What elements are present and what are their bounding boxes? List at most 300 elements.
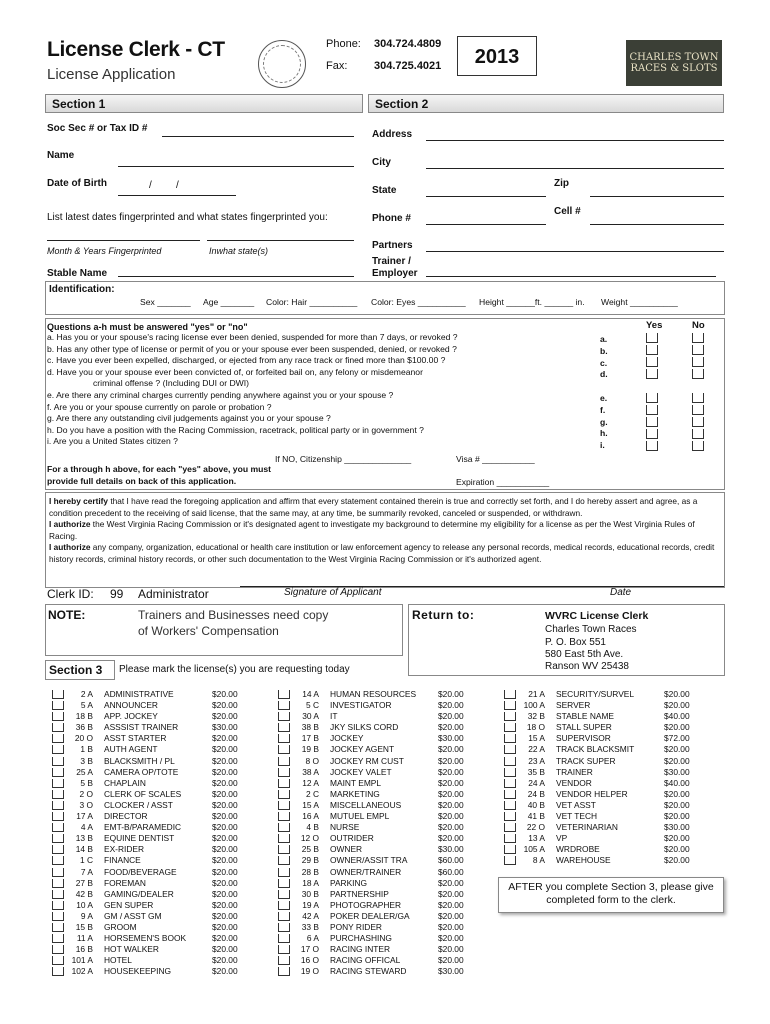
license-checkbox[interactable]: [504, 834, 516, 843]
license-name: RACING OFFICAL: [330, 955, 401, 966]
license-name: STABLE NAME: [556, 711, 615, 722]
license-checkbox[interactable]: [52, 757, 64, 766]
license-code: 17 O: [300, 944, 319, 955]
license-fee: $20.00: [438, 811, 464, 822]
fax-label: Fax:: [326, 60, 348, 72]
license-name: JOCKEY: [330, 733, 364, 744]
no-h-checkbox[interactable]: [692, 429, 704, 439]
no-i-checkbox[interactable]: [692, 441, 704, 451]
license-name: TRACK BLACKSMIT: [556, 744, 635, 755]
license-row: [48, 733, 248, 744]
certify-text-1: that I have read the foregoing application and affirm that every statement contained therein is true and correctly set forth, and I do hereby assert and agree, as a condition precedent to the receiving of said license, that the same may, at any time, be summarily revoked, canceled or suspended, or withdrawn.: [49, 496, 698, 518]
license-checkbox[interactable]: [52, 812, 64, 821]
no-g-checkbox[interactable]: [692, 417, 704, 427]
license-row: [48, 855, 248, 866]
form-subtitle: License Application: [47, 66, 176, 83]
license-checkbox[interactable]: [278, 690, 290, 699]
yes-i-checkbox[interactable]: [646, 441, 658, 451]
zip-field[interactable]: [590, 196, 724, 197]
yes-f-checkbox[interactable]: [646, 405, 658, 415]
license-checkbox[interactable]: [278, 823, 290, 832]
license-code: 5 B: [80, 777, 93, 788]
license-checkbox[interactable]: [504, 801, 516, 810]
certify-paragraph-3: [49, 542, 721, 565]
yes-d-checkbox[interactable]: [646, 369, 658, 379]
license-row: [48, 689, 248, 700]
stable-field[interactable]: [118, 276, 354, 277]
license-fee: $20.00: [212, 822, 238, 833]
license-name: HOTEL: [104, 955, 132, 966]
license-checkbox[interactable]: [278, 956, 290, 965]
license-fee: $20.00: [438, 799, 464, 810]
license-checkbox[interactable]: [278, 734, 290, 743]
license-checkbox[interactable]: [52, 912, 64, 921]
license-name: WRDROBE: [556, 844, 600, 855]
license-checkbox[interactable]: [278, 845, 290, 854]
dob-field[interactable]: [118, 195, 236, 196]
license-checkbox[interactable]: [278, 934, 290, 943]
license-fee: $20.00: [438, 766, 464, 777]
license-name: TRACK SUPER: [556, 755, 616, 766]
ssn-field[interactable]: [162, 136, 354, 137]
license-code: 38 A: [302, 766, 319, 777]
signature-caption: Signature of Applicant: [284, 587, 382, 598]
state-label: State: [372, 185, 397, 196]
letter-h: h.: [600, 428, 608, 438]
license-checkbox[interactable]: [52, 734, 64, 743]
license-fee: $30.00: [438, 844, 464, 855]
date-caption: Date: [610, 587, 632, 598]
license-code: 32 B: [527, 711, 545, 722]
return-line-3: 580 East 5th Ave.: [545, 649, 624, 660]
license-name: ADMINISTRATIVE: [104, 689, 174, 699]
license-name: DIRECTOR: [104, 811, 148, 822]
license-name: MAINT EMPL: [330, 777, 382, 788]
partners-field[interactable]: [426, 251, 724, 252]
license-row: [500, 756, 700, 767]
license-name: JOCKEY AGENT: [330, 744, 395, 755]
license-fee: $20.00: [212, 799, 238, 810]
license-fee: $20.00: [212, 811, 238, 822]
license-checkbox[interactable]: [278, 790, 290, 799]
license-row: [274, 778, 474, 789]
license-fee: $20.00: [212, 755, 238, 766]
letter-g: g.: [600, 417, 608, 427]
license-checkbox[interactable]: [52, 890, 64, 899]
license-fee: $20.00: [438, 700, 464, 711]
license-fee: $20.00: [212, 910, 238, 921]
license-name: STALL SUPER: [556, 722, 612, 733]
license-checkbox[interactable]: [52, 934, 64, 943]
license-row: [274, 833, 474, 844]
license-checkbox[interactable]: [504, 690, 516, 699]
license-row: [274, 911, 474, 922]
license-fee: $20.00: [212, 733, 238, 744]
question-d-cont: criminal offense ? (Including DUI or DWI): [93, 378, 250, 389]
license-checkbox[interactable]: [52, 845, 64, 854]
return-line-4: Ranson WV 25438: [545, 661, 629, 672]
license-name: VENDOR HELPER: [556, 788, 628, 799]
license-fee: $20.00: [438, 822, 464, 833]
license-fee: $20.00: [438, 955, 464, 966]
license-checkbox[interactable]: [52, 856, 64, 865]
license-checkbox[interactable]: [52, 790, 64, 799]
sex-field[interactable]: Sex _______: [140, 297, 191, 307]
license-checkbox[interactable]: [278, 745, 290, 754]
expiration-field[interactable]: Expiration ___________: [456, 477, 550, 487]
license-code: 40 B: [527, 799, 545, 810]
license-checkbox[interactable]: [278, 868, 290, 877]
license-fee: $20.00: [664, 844, 690, 855]
license-name: VENDOR: [556, 777, 592, 788]
yes-e-checkbox[interactable]: [646, 393, 658, 403]
yes-a-checkbox[interactable]: [646, 333, 658, 343]
no-a-checkbox[interactable]: [692, 333, 704, 343]
fp-month-caption: Month & Years Fingerprinted: [47, 246, 162, 256]
license-checkbox[interactable]: [52, 945, 64, 954]
license-checkbox[interactable]: [52, 923, 64, 932]
license-checkbox[interactable]: [504, 779, 516, 788]
license-row: [48, 933, 248, 944]
license-checkbox[interactable]: [504, 723, 516, 732]
license-checkbox[interactable]: [52, 901, 64, 910]
license-row: [274, 844, 474, 855]
license-checkbox[interactable]: [278, 912, 290, 921]
license-code: 23 A: [528, 755, 545, 766]
zip-label: Zip: [554, 178, 569, 189]
letter-f: f.: [600, 405, 606, 415]
license-fee: $30.00: [438, 966, 464, 977]
license-row: [500, 711, 700, 722]
license-checkbox[interactable]: [52, 967, 64, 976]
no-c-checkbox[interactable]: [692, 357, 704, 367]
license-row: [48, 711, 248, 722]
cell-field[interactable]: [590, 224, 724, 225]
employer-field[interactable]: [426, 276, 716, 277]
license-checkbox[interactable]: [278, 890, 290, 899]
license-checkbox[interactable]: [504, 856, 516, 865]
license-code: 2 A: [80, 689, 93, 699]
form-title: License Clerk - CT: [47, 38, 225, 61]
license-code: 22 A: [528, 744, 545, 755]
license-fee: $20.00: [664, 755, 690, 766]
license-checkbox[interactable]: [278, 801, 290, 810]
license-row: [48, 922, 248, 933]
license-checkbox[interactable]: [52, 745, 64, 754]
license-code: 18 B: [75, 711, 93, 722]
yes-header: Yes: [646, 320, 663, 331]
height-field[interactable]: Height ______ft. ______ in.: [479, 297, 585, 307]
license-row: [500, 689, 700, 700]
license-name: FOOD/BEVERAGE: [104, 866, 177, 877]
section-3-title: Section 3: [49, 663, 103, 677]
license-code: 9 A: [80, 910, 93, 921]
license-name: ANNOUNCER: [104, 700, 158, 711]
after-note-text: AFTER you complete Section 3, please give completed form to the clerk.: [508, 881, 714, 906]
license-row: [274, 822, 474, 833]
license-checkbox[interactable]: [278, 712, 290, 721]
license-checkbox[interactable]: [504, 757, 516, 766]
license-fee: $20.00: [664, 722, 690, 733]
license-fee: $20.00: [212, 711, 238, 722]
license-code: 28 B: [301, 866, 319, 877]
license-code: 19 A: [302, 899, 319, 910]
license-checkbox[interactable]: [278, 856, 290, 865]
license-row: [48, 700, 248, 711]
license-row: [48, 889, 248, 900]
license-checkbox[interactable]: [278, 701, 290, 710]
after-note-box: [498, 877, 724, 913]
license-name: CHAPLAIN: [104, 777, 146, 788]
license-name: PARKING: [330, 877, 368, 888]
license-code: 4 A: [80, 822, 93, 833]
license-checkbox[interactable]: [52, 768, 64, 777]
license-checkbox[interactable]: [504, 768, 516, 777]
details-note-2: provide full details on back of this application.: [47, 476, 237, 486]
license-fee: $30.00: [664, 766, 690, 777]
yes-h-checkbox[interactable]: [646, 429, 658, 439]
address-field[interactable]: [426, 140, 724, 141]
phone2-label: Phone #: [372, 213, 411, 224]
license-row: [48, 822, 248, 833]
license-row: [48, 878, 248, 889]
license-checkbox[interactable]: [278, 901, 290, 910]
license-code: 30 A: [302, 711, 319, 722]
license-fee: $20.00: [664, 689, 690, 699]
license-fee: $20.00: [438, 755, 464, 766]
license-row: [48, 844, 248, 855]
certify-text-3: any company, organization, educational or health care institution or law enforcement agency to release any personal records, medical records, educational records, credit history records, criminal history records, or other such documentation to the West Virginia Racing Commission or it's authorized agent.: [49, 542, 715, 564]
license-checkbox[interactable]: [52, 879, 64, 888]
certify-bold-3: I authorize: [49, 542, 91, 553]
license-name: GM / ASST GM: [104, 910, 162, 921]
license-row: [500, 733, 700, 744]
license-code: 17 B: [301, 733, 319, 744]
license-checkbox[interactable]: [52, 690, 64, 699]
license-code: 19 B: [301, 744, 319, 755]
question-list: [47, 332, 458, 448]
visa-field[interactable]: Visa # ___________: [456, 454, 535, 464]
license-code: 18 O: [526, 722, 545, 733]
license-fee: $40.00: [664, 711, 690, 722]
license-code: 18 A: [302, 877, 319, 888]
section-2-header: Section 2: [368, 94, 724, 113]
license-fee: $72.00: [664, 733, 690, 744]
license-checkbox[interactable]: [278, 812, 290, 821]
license-name: EQUINE DENTIST: [104, 833, 175, 844]
certify-text-2: the West Virginia Racing Commission or it's designated agent to investigate my background to determine my eligibility for a license as per the West Virginia Rules of Racing.: [49, 519, 695, 541]
license-checkbox[interactable]: [504, 734, 516, 743]
license-code: 1 B: [80, 744, 93, 755]
license-checkbox[interactable]: [504, 712, 516, 721]
license-checkbox[interactable]: [504, 812, 516, 821]
license-checkbox[interactable]: [504, 823, 516, 832]
license-checkbox[interactable]: [278, 945, 290, 954]
license-fee: $60.00: [438, 866, 464, 877]
license-checkbox[interactable]: [52, 834, 64, 843]
license-checkbox[interactable]: [278, 757, 290, 766]
age-field[interactable]: Age _______: [203, 297, 255, 307]
year-box: 2013: [457, 36, 537, 76]
license-fee: $20.00: [212, 844, 238, 855]
license-checkbox[interactable]: [504, 745, 516, 754]
license-checkbox[interactable]: [52, 779, 64, 788]
license-code: 41 B: [527, 811, 545, 822]
question-b: b. Has any other type of license or permit of you or your spouse ever been suspended, denied, or revoked ?: [47, 343, 457, 354]
license-checkbox[interactable]: [278, 834, 290, 843]
license-name: WAREHOUSE: [556, 855, 611, 866]
license-name: NURSE: [330, 822, 360, 833]
license-name: MARKETING: [330, 788, 380, 799]
license-checkbox[interactable]: [52, 701, 64, 710]
license-fee: $20.00: [664, 700, 690, 711]
no-f-checkbox[interactable]: [692, 405, 704, 415]
license-checkbox[interactable]: [504, 790, 516, 799]
certify-bold-1: I hereby certify: [49, 496, 109, 506]
section-1-header: Section 1: [45, 94, 363, 113]
clerk-id-value: 99: [110, 587, 124, 601]
hair-field[interactable]: Color: Hair __________: [266, 297, 358, 307]
license-checkbox[interactable]: [278, 779, 290, 788]
license-fee: $20.00: [212, 899, 238, 910]
license-name: BLACKSMITH / PL: [104, 755, 175, 766]
license-code: 24 A: [528, 777, 545, 788]
certify-bold-2: I authorize: [49, 519, 91, 530]
license-row: [48, 744, 248, 755]
license-name: OWNER: [330, 844, 363, 855]
license-code: 19 O: [300, 966, 319, 977]
license-name: MISCELLANEOUS: [330, 799, 402, 810]
license-fee: $20.00: [212, 788, 238, 799]
license-row: [500, 822, 700, 833]
license-name: CAMERA OP/TOTE: [104, 766, 179, 777]
license-checkbox[interactable]: [278, 879, 290, 888]
license-row: [274, 922, 474, 933]
license-name: HOT WALKER: [104, 944, 159, 955]
license-fee: $20.00: [664, 744, 690, 755]
license-code: 17 A: [76, 811, 93, 822]
license-row: [274, 700, 474, 711]
license-checkbox[interactable]: [52, 801, 64, 810]
license-code: 5 C: [305, 700, 319, 711]
partners-label: Partners: [372, 240, 413, 251]
license-row: [48, 911, 248, 922]
stable-label: Stable Name: [47, 268, 108, 279]
yes-b-checkbox[interactable]: [646, 345, 658, 355]
yes-g-checkbox[interactable]: [646, 417, 658, 427]
license-fee: $20.00: [438, 777, 464, 788]
note-line-1: Trainers and Businesses need copy: [138, 608, 329, 622]
license-name: INVESTIGATOR: [330, 700, 392, 711]
license-fee: $20.00: [438, 910, 464, 921]
license-checkbox[interactable]: [52, 956, 64, 965]
license-fee: $20.00: [664, 811, 690, 822]
license-row: [274, 955, 474, 966]
question-h: h. Do you have a position with the Racing Commission, racetrack, political party or in government ?: [47, 424, 424, 435]
license-row: [274, 933, 474, 944]
license-checkbox[interactable]: [52, 823, 64, 832]
license-name: MUTUEL EMPL: [330, 811, 390, 822]
license-code: 24 B: [527, 788, 545, 799]
fingerprint-label: List latest dates fingerprinted and what states fingerprinted you:: [47, 212, 328, 223]
license-name: VP: [556, 833, 568, 844]
license-code: 6 A: [306, 933, 319, 944]
license-checkbox[interactable]: [504, 701, 516, 710]
license-fee: $20.00: [212, 744, 238, 755]
license-checkbox[interactable]: [52, 868, 64, 877]
no-b-checkbox[interactable]: [692, 345, 704, 355]
license-row: [48, 955, 248, 966]
license-name: JKY SILKS CORD: [330, 722, 399, 733]
license-checkbox[interactable]: [278, 967, 290, 976]
license-checkbox[interactable]: [504, 845, 516, 854]
license-name: VET TECH: [556, 811, 598, 822]
license-name: AUTH AGENT: [104, 744, 158, 755]
license-name: CLERK OF SCALES: [104, 788, 182, 799]
license-checkbox[interactable]: [278, 768, 290, 777]
fp-state-field[interactable]: [207, 240, 354, 241]
license-row: [500, 722, 700, 733]
license-checkbox[interactable]: [52, 712, 64, 721]
city-field[interactable]: [426, 168, 724, 169]
license-fee: $60.00: [438, 855, 464, 866]
trainer-label: Trainer /: [372, 256, 411, 267]
license-name: GROOM: [104, 921, 137, 932]
license-code: 3 B: [80, 755, 93, 766]
license-checkbox[interactable]: [278, 923, 290, 932]
license-row: [500, 700, 700, 711]
letter-d: d.: [600, 369, 608, 379]
name-field[interactable]: [118, 166, 354, 167]
no-header: No: [692, 320, 705, 331]
license-code: 38 B: [301, 722, 319, 733]
eyes-field[interactable]: Color: Eyes __________: [371, 297, 466, 307]
license-name: ASST STARTER: [104, 733, 167, 744]
question-d: d. Have you or your spouse ever been convicted of, or forfeited bail on, any felony or misdemeanor: [47, 366, 423, 377]
no-d-checkbox[interactable]: [692, 369, 704, 379]
license-row: [48, 966, 248, 977]
license-fee: $20.00: [438, 722, 464, 733]
license-checkbox[interactable]: [278, 723, 290, 732]
license-name: EX-RIDER: [104, 844, 145, 855]
license-checkbox[interactable]: [52, 723, 64, 732]
weight-field[interactable]: Weight __________: [601, 297, 678, 307]
no-e-checkbox[interactable]: [692, 393, 704, 403]
license-fee: $40.00: [664, 777, 690, 788]
license-code: 13 A: [528, 833, 545, 844]
license-code: 2 O: [79, 788, 93, 799]
license-row: [500, 800, 700, 811]
license-fee: $20.00: [664, 799, 690, 810]
license-code: 15 A: [528, 733, 545, 744]
state-field[interactable]: [426, 196, 546, 197]
license-row: [274, 900, 474, 911]
license-name: ASSSIST TRAINER: [104, 722, 179, 733]
license-code: 35 B: [527, 766, 545, 777]
license-name: SUPERVISOR: [556, 733, 611, 744]
license-code: 8 A: [532, 855, 545, 866]
license-fee: $20.00: [438, 899, 464, 910]
license-row: [48, 789, 248, 800]
license-row: [274, 966, 474, 977]
license-row: [48, 722, 248, 733]
letter-e: e.: [600, 393, 608, 403]
phone2-field[interactable]: [426, 224, 546, 225]
citizenship-field[interactable]: If NO, Citizenship ______________: [275, 454, 412, 464]
yes-c-checkbox[interactable]: [646, 357, 658, 367]
fp-month-field[interactable]: [47, 240, 200, 241]
license-column-3: [500, 689, 700, 867]
